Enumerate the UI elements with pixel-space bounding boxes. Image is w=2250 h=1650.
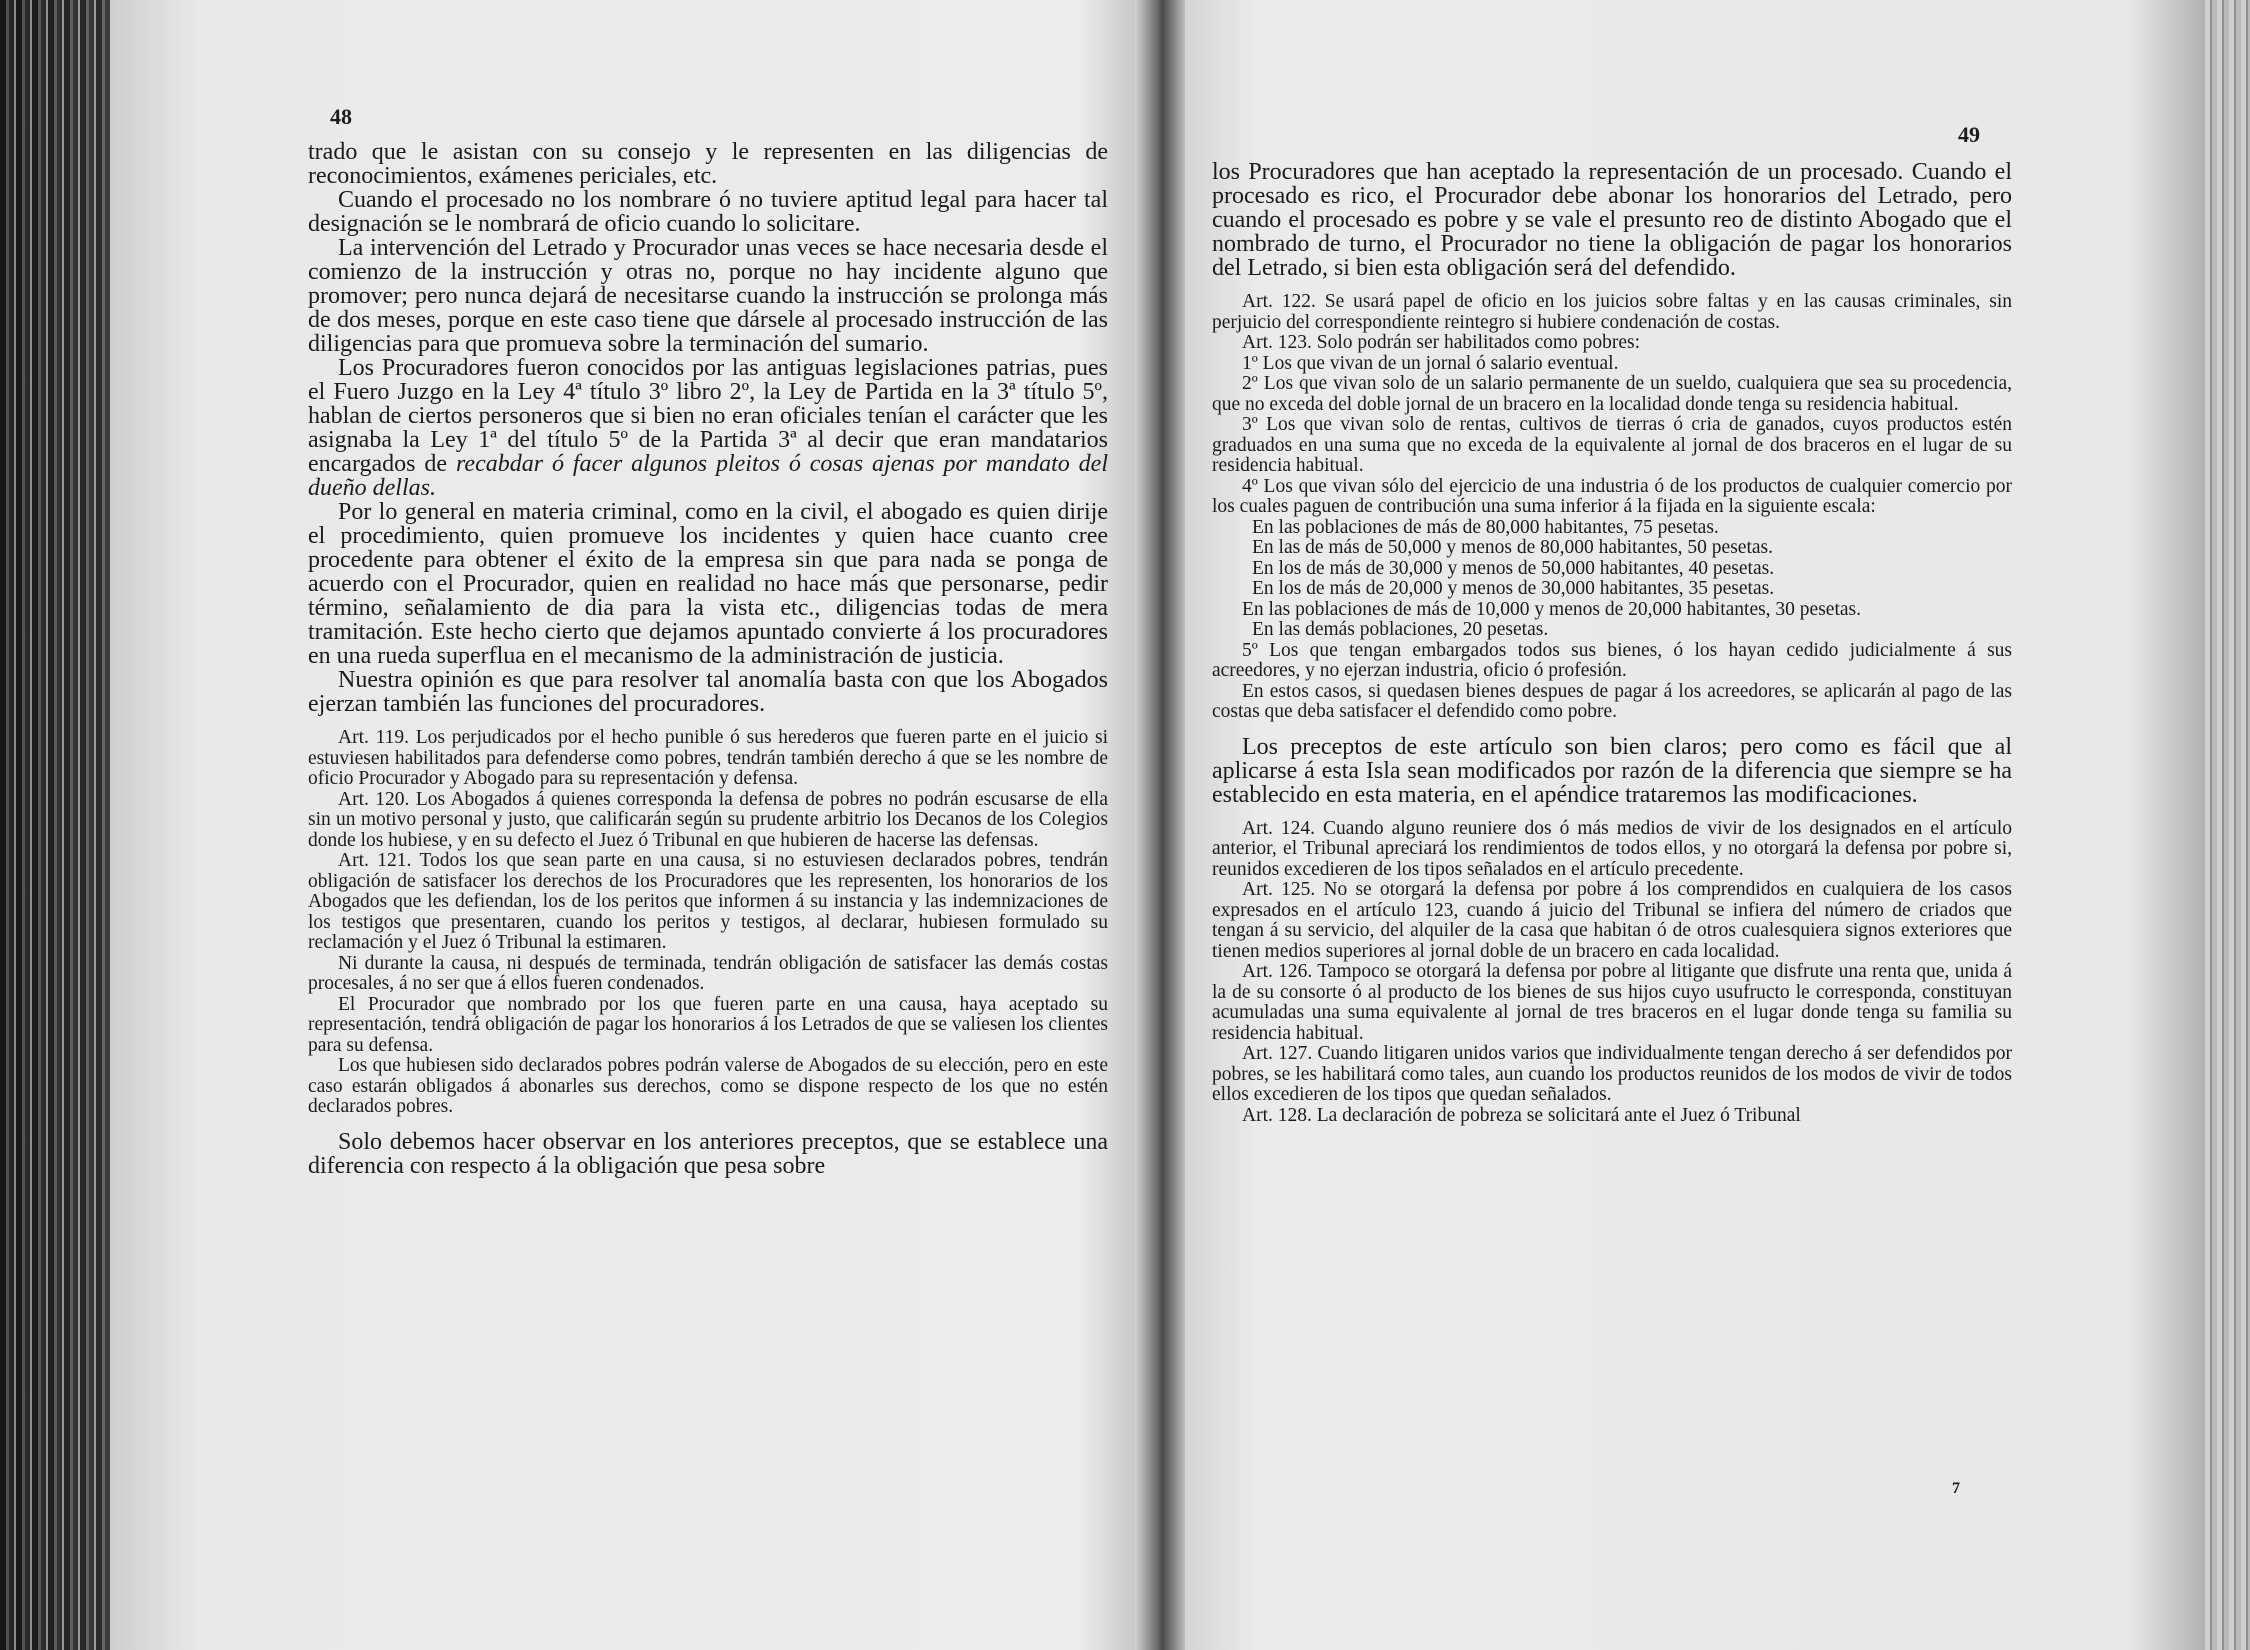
- book-gutter: [1135, 0, 1185, 1650]
- paragraph-text: Los Procuradores fueron conocidos por las antiguas legislaciones patrias, pues el Fuero Juzgo en la Ley 4ª título 3º libro 2º, la Ley de Partida en la 3ª título 5º, hablan de ciertos personeros que si bien no eran oficiales tenían el carácter que les asignaba la Ley 1ª del título 5º de la Partida 3ª al decir que eran mandatarios encargados de: [308, 355, 1108, 477]
- paragraph: Cuando el procesado no los nombrare ó no tuviere aptitud legal para hacer tal designación se le nombrará de oficio cuando lo solicitare.: [308, 187, 1108, 237]
- article: Los que hubiesen sido declarados pobres podrán valerse de Abogados de su elección, pero en este caso estarán obligados á abonarles sus derechos, como se dispone respecto de los que no estén declarados pobres.: [308, 1055, 1108, 1117]
- scale-line: En los de más de 30,000 y menos de 50,000 habitantes, 40 pesetas.: [1252, 557, 1775, 579]
- article: Art. 120. Los Abogados á quienes corresponda la defensa de pobres no podrán escusarse de ella sin un motivo personal y justo, que calificarán según su prudente arbitrio los Decanos de los Colegios donde los hubiese, y en su defecto el Juez ó Tribunal en que hubieren de hacerse las defensas.: [308, 788, 1108, 851]
- paragraph: Por lo general en materia criminal, como en la civil, el abogado es quien dirije el procedimiento, quien promueve los incidentes y quien hace cuanto cree procedente para obtener el éxito de la empresa sin que para nada se ponga de acuerdo con el Procurador, quien en realidad no hace más que personarse, pedir término, señalamiento de dia para la vista etc., diligencias todas de mera tramitación. Este hecho cierto que dejamos apuntado convierte á los procuradores en una rueda superflua en el mecanismo de la administración de justicia.: [308, 499, 1108, 669]
- left-page-body: [308, 140, 1108, 1178]
- article-item: En estos casos, si quedasen bienes despues de pagar á los acreedores, se aplicarán al pago de las costas que deba satisfacer el defendido como pobre.: [1212, 680, 2012, 722]
- article: Art. 125. No se otorgará la defensa por pobre á los comprendidos en cualquiera de los casos expresados en el artículo 123, cuando á juicio del Tribunal se infiera del número de criados que tengan á su servicio, del alquiler de la casa que habitan ó de otros cualesquiera signos exteriores que tienen medios superiores al jornal doble de un bracero en cada localidad.: [1212, 879, 2012, 962]
- scale-line: En los de más de 20,000 y menos de 30,000 habitantes, 35 pesetas.: [1252, 578, 1775, 599]
- article: Art. 119. Los perjudicados por el hecho punible ó sus herederos que fueren parte en el juicio si estuviesen habilitados para defenderse como pobres, tendrán también derecho á que se les nombre de oficio Procurador y Abogado para su representación y defensa.: [308, 727, 1108, 789]
- italic-quote: recabdar ó facer algunos pleitos ó cosas ajenas por mandato del dueño dellas.: [308, 451, 1109, 501]
- paragraph: La intervención del Letrado y Procurador unas veces se hace necesaria desde el comienzo de la instrucción y otras no, porque no hay incidente alguno que promover; pero nunca dejará de necesitarse cuando la instrucción se prolonga más de dos meses, porque en este caso tiene que dársele al procesado instrucción de las diligencias para que promueva sobre la terminación del sumario.: [308, 235, 1108, 357]
- article: Art. 123. Solo podrán ser habilitados como pobres:: [1242, 332, 1641, 353]
- scale-line: En las de más de 50,000 y menos de 80,000 habitantes, 50 pesetas.: [1252, 537, 1773, 558]
- article-item: 1º Los que vivan de un jornal ó salario eventual.: [1242, 352, 1619, 374]
- paragraph: Nuestra opinión es que para resolver tal anomalía basta con que los Abogados ejerzan también las funciones del procuradores.: [308, 667, 1108, 717]
- article: El Procurador que nombrado por los que fueren parte en una causa, haya aceptado su representación, tendrá obligación de pagar los honorarios á los Letrados de que se valiesen los clientes para su defensa.: [308, 993, 1108, 1056]
- article-item: 2º Los que vivan solo de un salario permanente de un sueldo, cualquiera que sea su procedencia, que no exceda del doble jornal de un bracero en la localidad donde tenga su residencia habitual.: [1212, 373, 2012, 415]
- article: Ni durante la causa, ni después de terminada, tendrán obligación de satisfacer las demás costas procesales, á no ser que á ellos fueren condenados.: [308, 952, 1108, 994]
- article: Art. 126. Tampoco se otorgará la defensa por pobre al litigante que disfrute una renta que, unida á la de su consorte ó al producto de los bienes de sus hijos cuyo usufructo le corresponda, constituyan acumuladas una suma equivalente al jornal de tres braceros en el lugar donde tenga su familia su residencia habitual.: [1212, 961, 2012, 1044]
- article: Art. 127. Cuando litigaren unidos varios que individualmente tengan derecho á ser defendidos por pobres, se les habilitará como tales, aun cuando los productos reunidos de los modos de vivir de todos ellos excedieren de los tipos que quedan señalados.: [1212, 1043, 2012, 1105]
- article: Art. 122. Se usará papel de oficio en los juicios sobre faltas y en las causas criminales, sin perjuicio del correspondiente reintegro si hubiere condenación de costas.: [1212, 291, 2012, 333]
- paragraph: los Procuradores que han aceptado la representación de un procesado. Cuando el procesado es rico, el Procurador debe abonar los honorarios del Letrado, pero cuando el procesado es pobre y se vale el presunto reo de distinto Abogado que el nombrado de turno, el Procurador no tiene la obligación de pagar los honorarios del Letrado, si bien esta obligación será del defendido.: [1212, 159, 2012, 281]
- paragraph: trado que le asistan con su consejo y le representen en las diligencias de reconocimientos, exámenes periciales, etc.: [308, 139, 1108, 189]
- right-page-number: 49: [1958, 122, 1980, 147]
- article: Art. 128. La declaración de pobreza se solicitará ante el Juez ó Tribunal: [1242, 1104, 1801, 1126]
- article-item: 3º Los que vivan solo de rentas, cultivos de tierras ó cria de ganados, cuyos productos estén graduados en una suma que no exceda de la equivalente al jornal de dos braceros en el lugar de su residencia habitual.: [1212, 414, 2012, 476]
- article-item: 5º Los que tengan embargados todos sus bienes, ó los hayan cedido judicialmente á sus acreedores, y no ejerzan industria, oficio ó profesión.: [1212, 639, 2012, 681]
- scale-line: En las demás poblaciones, 20 pesetas.: [1252, 619, 1549, 640]
- left-page-edges: [0, 0, 110, 1650]
- paragraph: Solo debemos hacer observar en los anteriores preceptos, que se establece una diferencia con respecto á la obligación que pesa sobre: [308, 1128, 1108, 1179]
- right-page-body: [1212, 160, 2012, 1126]
- article: Art. 121. Todos los que sean parte en una causa, si no estuviesen declarados pobres, tendrán obligación de satisfacer los derechos de los Procuradores que les representen, los honorarios de los Abogados que les defiendan, los de los peritos que informen á su instancia y las indemnizaciones de los testigos que presentaren, cuando los peritos y testigos, al declarar, hubiesen formulado su reclamación y el Juez ó Tribunal la estimaren.: [308, 850, 1108, 953]
- scale-line: En las poblaciones de más de 80,000 habitantes, 75 pesetas.: [1252, 516, 1719, 538]
- paragraph: [308, 356, 1108, 500]
- scale-line: En las poblaciones de más de 10,000 y menos de 20,000 habitantes, 30 pesetas.: [1242, 598, 1861, 620]
- signature-mark: 7: [1952, 1480, 1960, 1497]
- article: Art. 124. Cuando alguno reuniere dos ó más medios de vivir de los designados en el artículo anterior, el Tribunal apreciará los rendimientos de todos ellos, y no otorgará la defensa por pobre si, reunidos excedieren de los tipos señalados en el artículo precedente.: [1212, 817, 2012, 880]
- left-page-number: 48: [330, 104, 352, 129]
- right-page-edges: [2205, 0, 2250, 1650]
- paragraph: Los preceptos de este artículo son bien claros; pero como es fácil que al aplicarse á esta Isla sean modificados por razón de la diferencia que siempre se ha establecido en esta materia, en el apéndice trataremos las modificaciones.: [1212, 733, 2012, 808]
- article-item: 4º Los que vivan sólo del ejercicio de una industria ó de los productos de cualquier comercio por los cuales paguen de contribución una suma inferior á la fijada en la siguiente escala:: [1212, 475, 2012, 517]
